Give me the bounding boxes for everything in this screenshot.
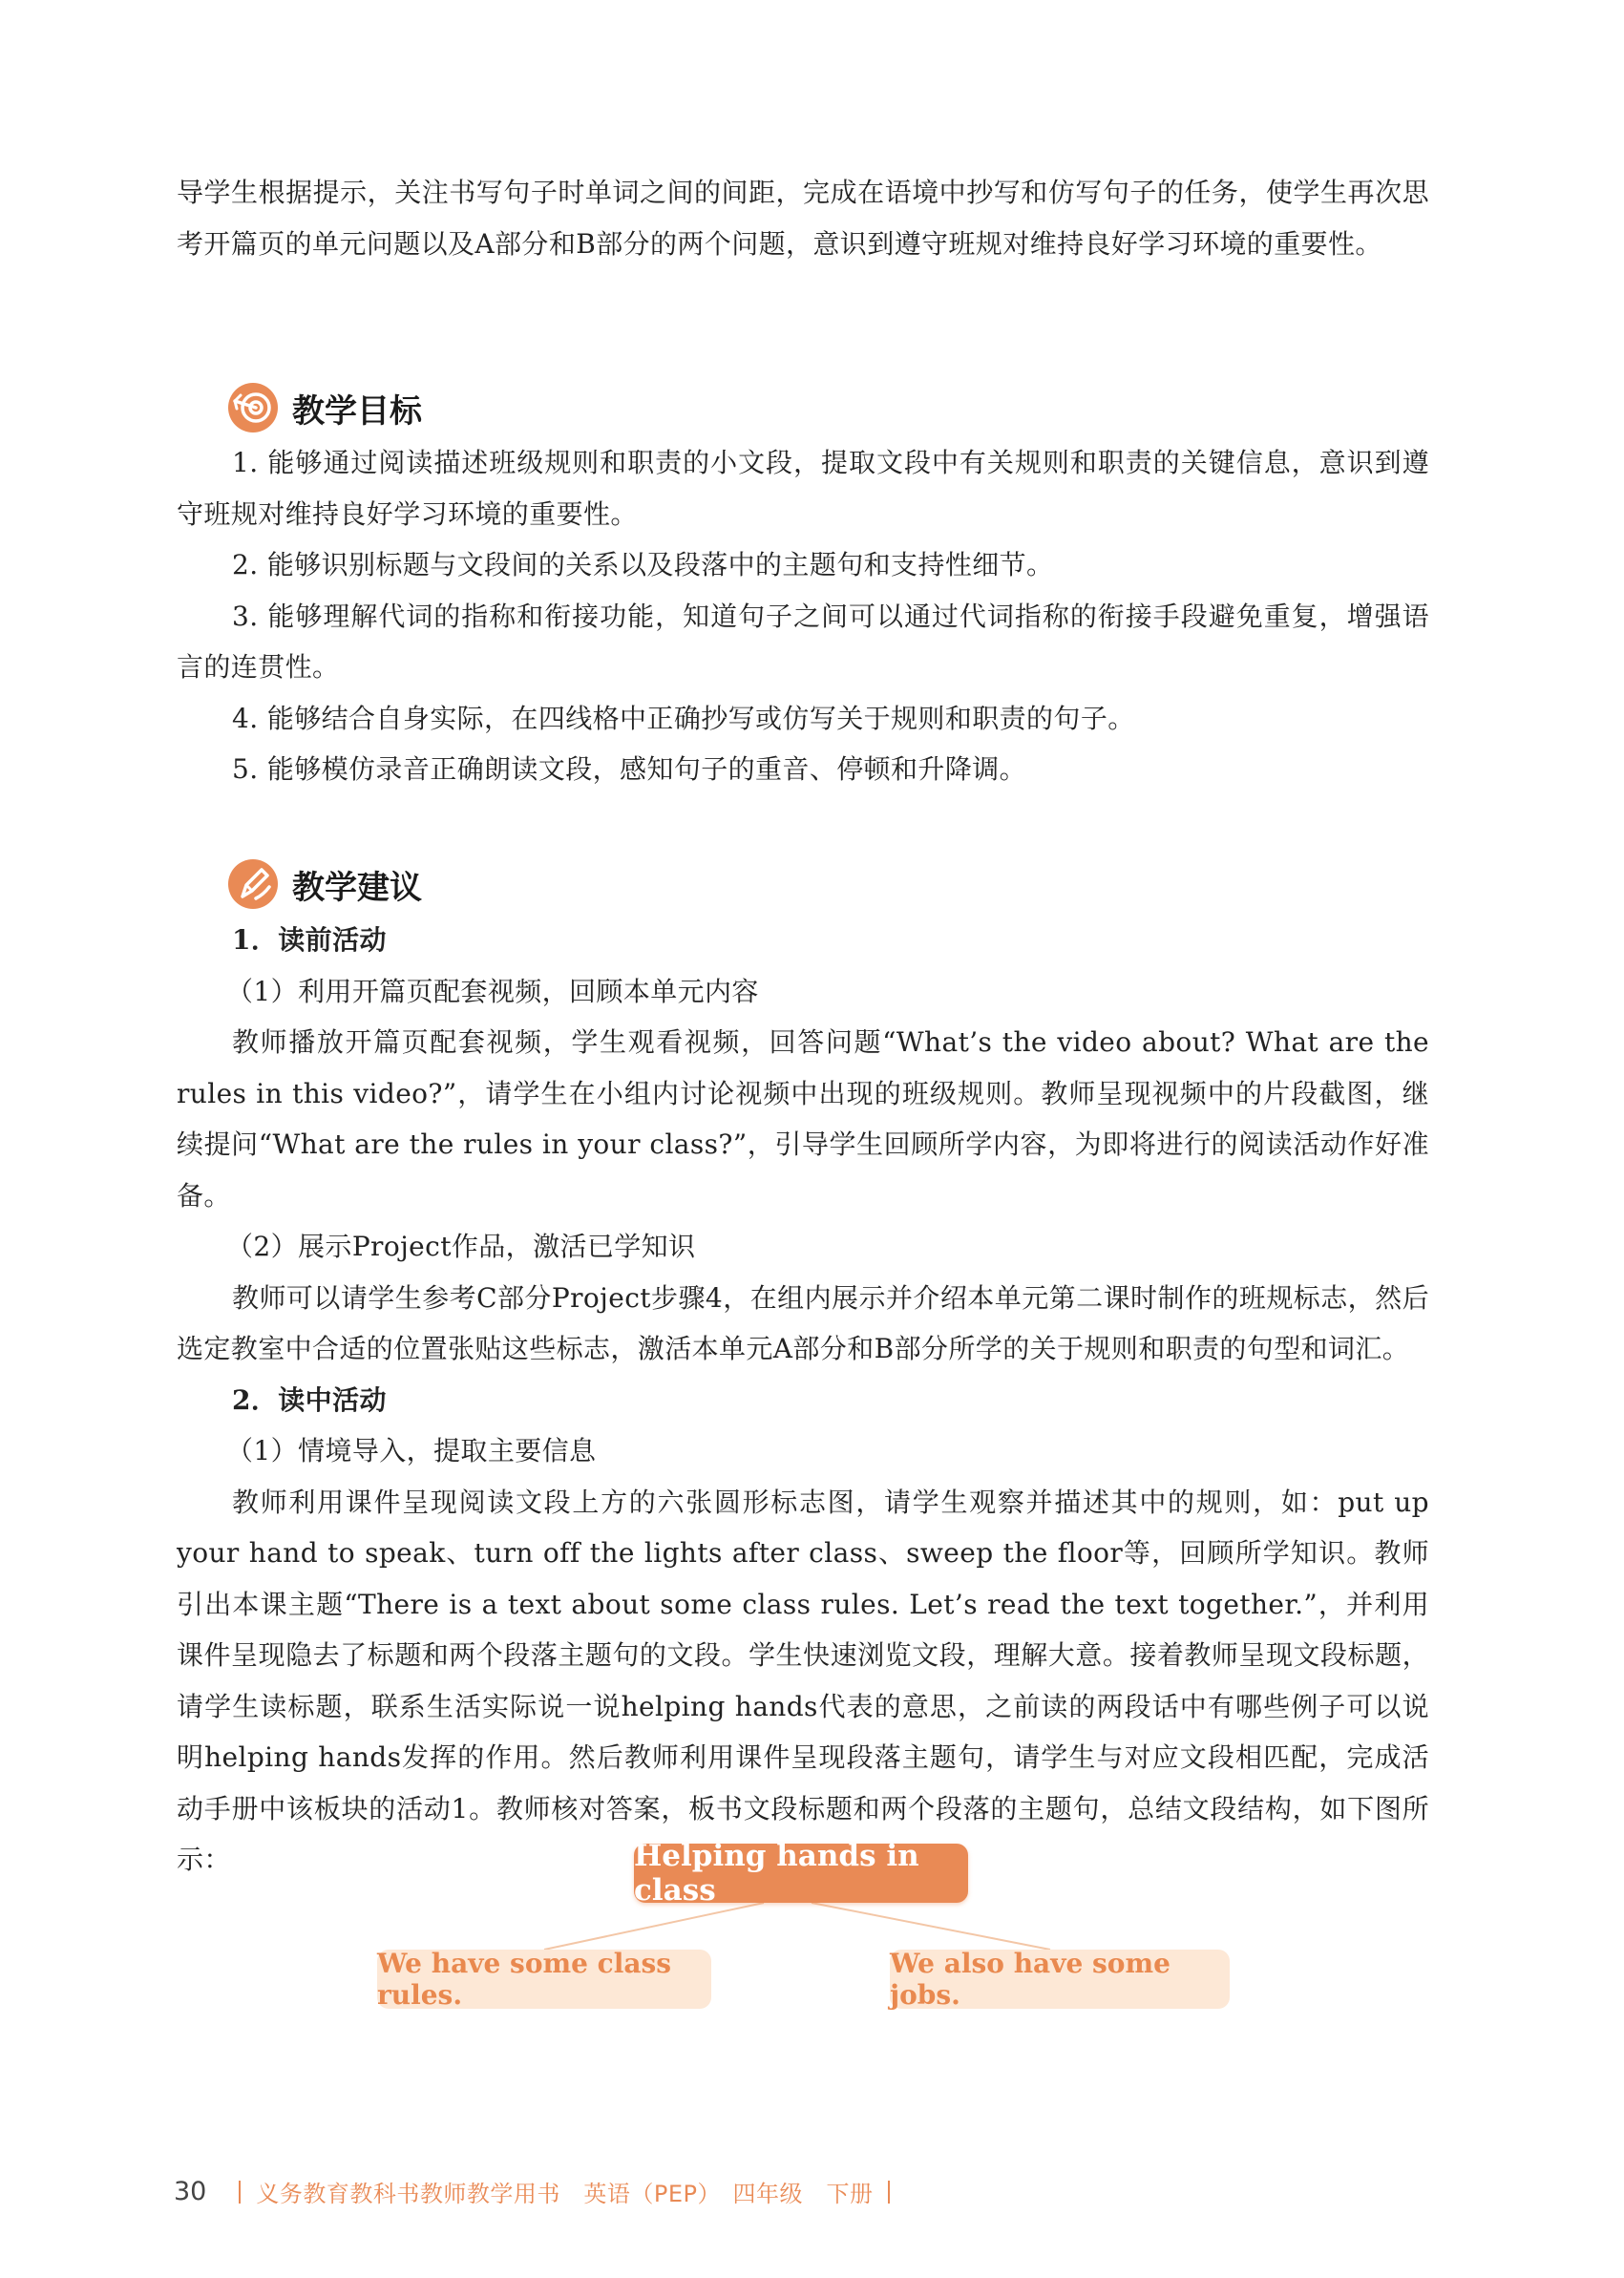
objective-item: 3. 能够理解代词的指称和衔接功能，知道句子之间可以通过代词指称的衔接手段避免重复，增强语言的连贯性。 <box>177 600 1429 683</box>
objectives-heading <box>227 379 422 436</box>
connector-right <box>812 1903 1050 1950</box>
while-reading-title: 2．读中活动 <box>232 1383 387 1416</box>
while-reading-1-body: 教师利用课件呈现阅读文段上方的六张圆形标志图，请学生观察并描述其中的规则，如：put up your hand to speak、turn off the lights after class、sweep the floor等，回顾所学知识。教师引出本课主题“There is a text about some class rules. Let’s read the text together.”，并利用课件呈现隐去了标题和两个段落主题句的文段。学生快速浏览文段，理解大意。接着教师呈现文段标题，请学生读标题，联系生活实际说一说helping hands代表的意思，之前读的两段话中有哪些例子可以说明helping hands发挥的作用。然后教师利用课件呈现段落主题句，请学生与对应文段相匹配，完成活动手册中该板块的活动1。教师核对答案，板书文段标题和两个段落的主题句，总结文段结构，如下图所示： <box>177 1486 1429 1875</box>
pre-reading-1-body: 教师播放开篇页配套视频，学生观看视频，回答问题“What’s the video about? What are the rules in this video?”，请学生在小组内讨论视频中出现的班级规则。教师呈现视频中的片段截图，继续提问“What are the rules in your class?”，引导学生回顾所学内容，为即将进行的阅读活动作好准备。 <box>177 1026 1429 1212</box>
pre-reading-title: 1．读前活动 <box>232 924 387 956</box>
objective-item: 5. 能够模仿录音正确朗读文段，感知句子的重音、停顿和升降调。 <box>232 753 1027 785</box>
page-footer <box>174 2175 890 2208</box>
objective-item: 4. 能够结合自身实际，在四线格中正确抄写或仿写关于规则和职责的句子。 <box>232 702 1135 734</box>
intro-text <box>177 167 1429 269</box>
objective-item: 1. 能够通过阅读描述班级规则和职责的小文段，提取文段中有关规则和职责的关键信息，意识到遵守班规对维持良好学习环境的重要性。 <box>177 447 1429 530</box>
footer-divider <box>888 2181 890 2204</box>
pre-reading-1-title: （1）利用开篇页配套视频，回顾本单元内容 <box>226 975 759 1007</box>
book-title: 义务教育教科书教师教学用书 英语（PEP） 四年级 下册 <box>256 2181 874 2207</box>
pencil-icon <box>227 858 279 910</box>
while-reading-1-title: （1）情境导入，提取主要信息 <box>226 1435 597 1466</box>
target-icon <box>227 382 279 433</box>
diagram-title-node: Helping hands in class <box>634 1844 968 1903</box>
objective-item: 2. 能够识别标题与文段间的关系以及段落中的主题句和支持性细节。 <box>232 549 1054 580</box>
page-number: 30 <box>174 2177 207 2206</box>
objectives-list <box>177 437 1429 795</box>
suggestions-body <box>177 915 1429 1886</box>
pre-reading-2-body: 教师可以请学生参考C部分Project步骤4，在组内展示并介绍本单元第二课时制作的班规标志，然后选定教室中合适的位置张贴这些标志，激活本单元A部分和B部分所学的关于规则和职责的句型和词汇。 <box>177 1281 1429 1364</box>
suggestions-heading <box>227 855 422 913</box>
suggestions-title: 教学建议 <box>292 868 422 907</box>
footer-divider <box>239 2181 241 2204</box>
objectives-title: 教学目标 <box>292 391 422 431</box>
intro-paragraph: 导学生根据提示，关注书写句子时单词之间的间距，完成在语境中抄写和仿写句子的任务，使学生再次思考开篇页的单元问题以及A部分和B部分的两个问题，意识到遵守班规对维持良好学习环境的重要性。 <box>177 177 1429 260</box>
text-structure-diagram <box>0 1833 1624 2024</box>
connector-left <box>544 1903 764 1950</box>
diagram-right-node: We also have some jobs. <box>890 1950 1230 2009</box>
pre-reading-2-title: （2）展示Project作品，激活已学知识 <box>226 1231 696 1262</box>
diagram-left-node: We have some class rules. <box>377 1950 711 2009</box>
